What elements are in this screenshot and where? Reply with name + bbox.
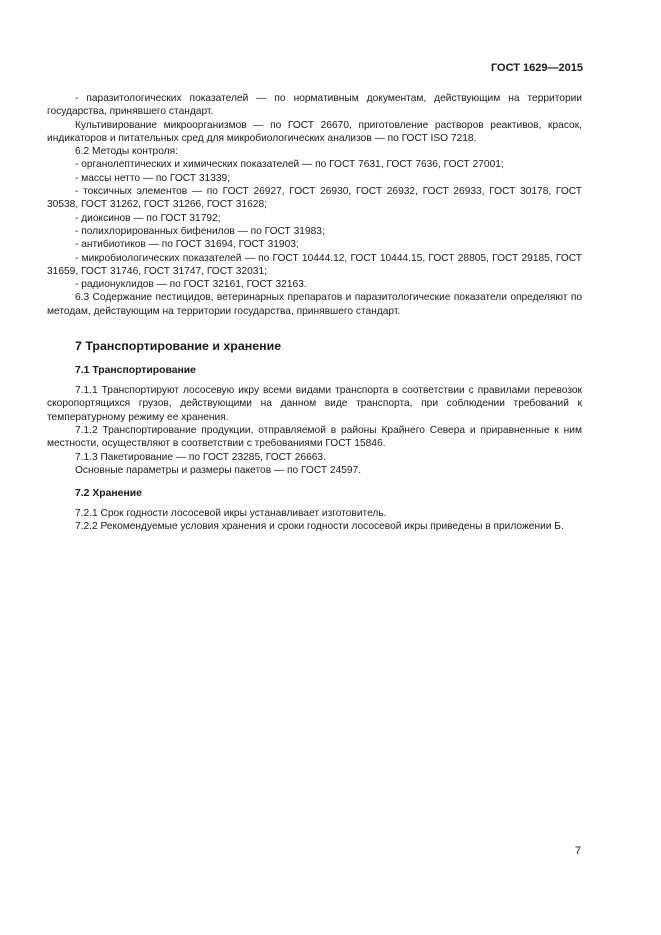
paragraph: 7.2.2 Рекомендуемые условия хранения и сроки годности лососевой икры приведены в приложении Б. bbox=[75, 521, 564, 533]
subsection-title: 7.1 Транспортирование bbox=[75, 365, 196, 377]
page-number: 7 bbox=[574, 845, 581, 857]
section-title: 7 Транспортирование и хранение bbox=[75, 339, 282, 354]
paragraph: 7.2.1 Срок годности лососевой икры устанавливает изготовитель. bbox=[75, 508, 387, 520]
list-item: - паразитологических показателей — по нормативным документам, действующим на территории государства, принявшего стандарт. bbox=[47, 93, 582, 118]
paragraph: 7.1.1 Транспортируют лососевую икру всеми видами транспорта в соответствии с правилами перевозок скоропортящихся грузов, действующими на данном виде транспорта, при соблюдении требований к температурному режиму ее хранения. bbox=[47, 385, 582, 423]
page-body bbox=[47, 92, 582, 534]
list-item: - полихлорированных бифенилов — по ГОСТ 31983; bbox=[75, 225, 325, 237]
list-item: - радионуклидов — по ГОСТ 32161, ГОСТ 32163. bbox=[75, 279, 307, 291]
document-code-header: ГОСТ 1629—2015 bbox=[490, 62, 583, 74]
list-item: - микробиологических показателей — по ГОСТ 10444.12, ГОСТ 10444.15, ГОСТ 28805, ГОСТ 29185, ГОСТ 31659, ГОСТ 31746, ГОСТ 31747, ГОСТ 32031; bbox=[47, 252, 582, 277]
paragraph: 7.1.3 Пакетирование — по ГОСТ 23285, ГОСТ 26663. bbox=[75, 451, 326, 463]
list-item: - органолептических и химических показателей — по ГОСТ 7631, ГОСТ 7636, ГОСТ 27001; bbox=[75, 159, 504, 171]
list-item: - токсичных элементов — по ГОСТ 26927, ГОСТ 26930, ГОСТ 26932, ГОСТ 26933, ГОСТ 30178, ГОСТ 30538, ГОСТ 31262, ГОСТ 31266, ГОСТ 31628; bbox=[47, 186, 582, 211]
methods-heading: 6.2 Методы контроля: bbox=[75, 146, 178, 158]
paragraph: Основные параметры и размеры пакетов — по ГОСТ 24597. bbox=[75, 464, 362, 476]
paragraph: Культивирование микроорганизмов — по ГОСТ 26670, приготовление растворов реактивов, красок, индикаторов и питательных сред для микробиологических анализов — по ГОСТ ISO 7218. bbox=[47, 119, 582, 144]
list-item: - антибиотиков — по ГОСТ 31694, ГОСТ 31903; bbox=[75, 239, 299, 251]
list-item: - массы нетто — по ГОСТ 31339; bbox=[75, 172, 231, 184]
paragraph: 7.1.2 Транспортирование продукции, отправляемой в районы Крайнего Севера и приравненные к ним местности, осуществляют в соответствии с требованиями ГОСТ 15846. bbox=[47, 424, 582, 450]
list-item: - диоксинов — по ГОСТ 31792; bbox=[75, 212, 221, 224]
paragraph: 6.3 Содержание пестицидов, ветеринарных препаратов и паразитологические показатели определяют по методам, действующим на территории государства, принявшего стандарт. bbox=[47, 292, 582, 317]
subsection-title: 7.2 Хранение bbox=[75, 488, 142, 500]
